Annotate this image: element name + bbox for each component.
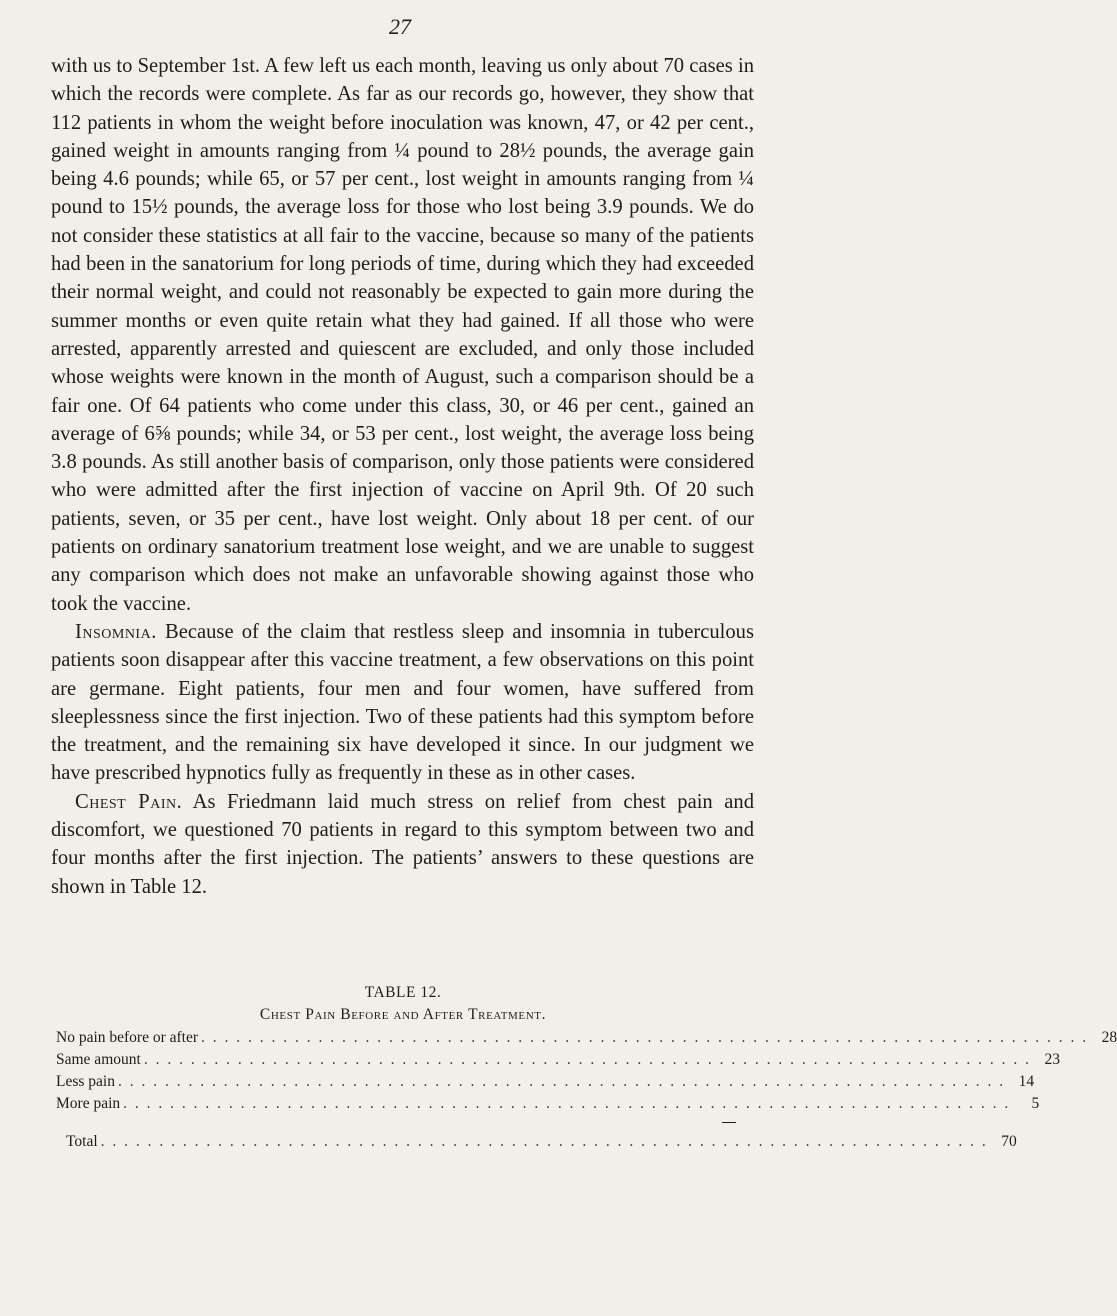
row-label: Less pain	[56, 1073, 115, 1090]
section-heading-chest-pain: Chest Pain.	[75, 790, 183, 813]
row-value: 5	[1031, 1095, 1040, 1112]
table-rows	[50, 1027, 1117, 1153]
row-value: 23	[1044, 1051, 1060, 1068]
row-label: More pain	[56, 1095, 121, 1112]
page-number: 27	[389, 14, 411, 39]
table-row	[56, 1027, 1117, 1049]
sum-rule-row	[56, 1115, 746, 1129]
paragraph-weight	[51, 52, 754, 618]
leader-dots: . . . . . . . . . . . . . . . . . . . . . . . . . . . . . . . . . . . . . . . . . . . . . . . . . . . . . . . . . . . . . . . . . . . . . . . . . . . .	[100, 1133, 988, 1150]
total-label: Total	[66, 1133, 98, 1150]
table-12	[50, 982, 1117, 1153]
table-row	[56, 1049, 1060, 1071]
leader-dots: . . . . . . . . . . . . . . . . . . . . . . . . . . . . . . . . . . . . . . . . . . . . . . . . . . . . . . . . . . . . . . . . . . . . . . . . . . . .	[123, 1095, 1011, 1112]
table-row	[56, 1071, 1035, 1093]
row-value: 14	[1018, 1073, 1035, 1090]
table-row	[56, 1093, 1040, 1115]
row-value: 28	[1101, 1029, 1117, 1046]
table-total-row	[56, 1131, 1017, 1153]
table-caption: Chest Pain Before and After Treatment.	[259, 1006, 547, 1023]
leader-dots: . . . . . . . . . . . . . . . . . . . . . . . . . . . . . . . . . . . . . . . . . . . . . . . . . . . . . . . . . . . . . . . . . . . . . . . . . . . .	[143, 1051, 1031, 1068]
body-text	[51, 52, 754, 901]
paragraph-insomnia	[51, 618, 754, 788]
leader-dots: . . . . . . . . . . . . . . . . . . . . . . . . . . . . . . . . . . . . . . . . . . . . . . . . . . . . . . . . . . . . . . . . . . . . . . . . . . . .	[117, 1073, 1006, 1090]
leader-dots: . . . . . . . . . . . . . . . . . . . . . . . . . . . . . . . . . . . . . . . . . . . . . . . . . . . . . . . . . . . . . . . . . . . . . . . . . . . .	[201, 1029, 1089, 1046]
paragraph-text: Because of the claim that restless sleep and insomnia in tuberculous patients soon disappear after this vaccine treatment, a few observations on this point are germane. Eight patients, four men and four women, have suffered from sleeplessness since the first injection. Two of these patients had this symptom before the treatment, and the remaining six have developed it since. In our judgment we have prescribed hypnotics fully as frequently in these as in other cases.	[51, 620, 754, 785]
table-title: TABLE 12.	[364, 984, 442, 1001]
row-label: Same amount	[56, 1051, 141, 1068]
paragraph-text: As Friedmann laid much stress on relief from chest pain and discomfort, we questioned 70 patients in regard to this symptom between two and four months after the first injection. The patients’ answers to these questions are shown in Table 12.	[51, 790, 754, 898]
sum-rule	[722, 1122, 736, 1123]
row-label: No pain before or after	[56, 1029, 199, 1046]
section-heading-insomnia: Insomnia.	[75, 620, 157, 643]
paragraph-chest-pain	[51, 788, 754, 901]
paragraph-text: with us to September 1st. A few left us each month, leaving us only about 70 cases in which the records were complete. As far as our records go, however, they show that 112 patients in whom the weight before inoculation was known, 47, or 42 per cent., gained weight in amounts ranging from ¼ pound to 28½ pounds, the average gain being 4.6 pounds; while 65, or 57 per cent., lost weight in amounts ranging from ¼ pound to 15½ pounds, the average loss for those who lost being 3.9 pounds. We do not consider these statistics at all fair to the vaccine, because so many of the patients had been in the sanatorium for long periods of time, during which they had exceeded their normal weight, and could not reasonably be expected to gain more during the summer months or even quite retain what they had gained. If all those who were arrested, apparently arrested and quiescent are excluded, and only those included whose weights were known in the month of August, such a comparison should be a fair one. Of 64 patients who come under this class, 30, or 46 per cent., gained an average of 6⅝ pounds; while 34, or 53 per cent., lost weight, the average loss being 3.8 pounds. As still another basis of comparison, only those patients were considered who were admitted after the first injection of vaccine on April 9th. Of 20 such patients, seven, or 35 per cent., have lost weight. Only about 18 per cent. of our patients on ordinary sanatorium treatment lose weight, and we are unable to suggest any comparison which does not make an unfavorable showing against those who took the vaccine.	[51, 55, 754, 615]
total-value: 70	[1001, 1133, 1017, 1150]
